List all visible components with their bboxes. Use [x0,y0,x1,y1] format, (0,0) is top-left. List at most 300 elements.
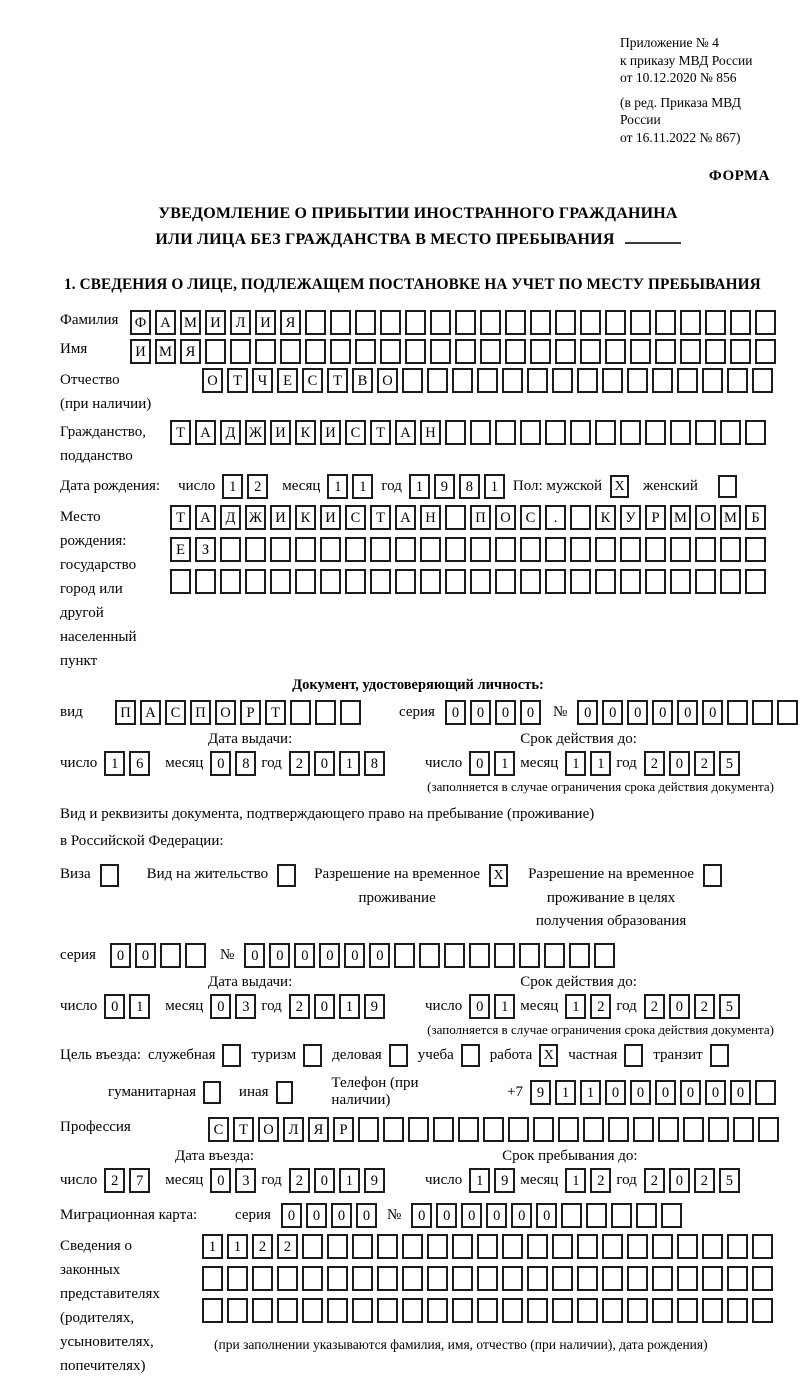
char-cell[interactable]: И [270,505,291,530]
char-cell[interactable]: 0 [461,1203,482,1228]
char-cell[interactable]: 1 [484,474,505,499]
sex-male-checkbox[interactable]: X [610,475,629,498]
char-cell[interactable]: 0 [411,1203,432,1228]
char-cell[interactable] [730,310,751,335]
char-cell[interactable] [405,339,426,364]
char-cell[interactable]: 1 [222,474,243,499]
char-cell[interactable] [394,943,415,968]
char-cell[interactable] [652,1234,673,1259]
char-cell[interactable]: 9 [494,1168,515,1193]
char-cell[interactable] [444,943,465,968]
char-cell[interactable] [185,943,206,968]
char-cell[interactable] [745,537,766,562]
char-cell[interactable] [594,943,615,968]
char-cell[interactable] [702,368,723,393]
char-cell[interactable] [680,310,701,335]
char-cell[interactable]: 1 [129,994,150,1019]
char-cell[interactable] [327,1266,348,1291]
char-cell[interactable] [670,537,691,562]
char-cell[interactable] [527,1298,548,1323]
char-cell[interactable]: 0 [331,1203,352,1228]
char-cell[interactable] [527,1266,548,1291]
char-cell[interactable]: У [620,505,641,530]
char-cell[interactable] [355,310,376,335]
char-cell[interactable] [527,1234,548,1259]
char-cell[interactable]: Р [240,700,261,725]
char-cell[interactable]: 0 [470,700,491,725]
char-cell[interactable]: 1 [565,1168,586,1193]
char-cell[interactable]: 0 [669,1168,690,1193]
char-cell[interactable]: 0 [314,994,335,1019]
char-cell[interactable] [495,537,516,562]
char-cell[interactable]: 6 [129,751,150,776]
char-cell[interactable]: 2 [644,1168,665,1193]
char-cell[interactable]: Б [745,505,766,530]
char-cell[interactable] [570,420,591,445]
char-cell[interactable] [595,537,616,562]
char-cell[interactable] [480,339,501,364]
char-cell[interactable]: 9 [364,994,385,1019]
char-cell[interactable] [452,1266,473,1291]
char-cell[interactable]: 0 [602,700,623,725]
sex-female-checkbox[interactable] [718,475,737,498]
char-cell[interactable]: С [345,505,366,530]
char-cell[interactable]: 0 [655,1080,676,1105]
char-cell[interactable] [755,339,776,364]
char-cell[interactable] [477,368,498,393]
char-cell[interactable] [552,1266,573,1291]
char-cell[interactable] [552,368,573,393]
residence-permit-checkbox[interactable] [277,864,296,887]
char-cell[interactable] [502,1298,523,1323]
char-cell[interactable]: Р [645,505,666,530]
char-cell[interactable]: 0 [281,1203,302,1228]
char-cell[interactable] [605,339,626,364]
char-cell[interactable]: 0 [469,751,490,776]
char-cell[interactable] [320,569,341,594]
char-cell[interactable]: 0 [630,1080,651,1105]
char-cell[interactable] [352,1266,373,1291]
char-cell[interactable] [677,1266,698,1291]
char-cell[interactable]: С [208,1117,229,1142]
char-cell[interactable] [552,1234,573,1259]
char-cell[interactable]: 2 [252,1234,273,1259]
char-cell[interactable] [555,310,576,335]
char-cell[interactable]: Е [277,368,298,393]
char-cell[interactable] [561,1203,582,1228]
char-cell[interactable] [611,1203,632,1228]
char-cell[interactable]: Т [265,700,286,725]
char-cell[interactable] [445,537,466,562]
char-cell[interactable] [733,1117,754,1142]
char-cell[interactable] [202,1298,223,1323]
char-cell[interactable] [327,1234,348,1259]
char-cell[interactable]: 1 [565,994,586,1019]
char-cell[interactable] [452,1234,473,1259]
char-cell[interactable]: 0 [486,1203,507,1228]
char-cell[interactable] [477,1298,498,1323]
char-cell[interactable]: И [130,339,151,364]
char-cell[interactable]: И [270,420,291,445]
purpose-tranzit-checkbox[interactable] [710,1044,729,1067]
char-cell[interactable] [358,1117,379,1142]
char-cell[interactable]: 0 [294,943,315,968]
char-cell[interactable] [227,1266,248,1291]
char-cell[interactable] [602,1234,623,1259]
char-cell[interactable] [545,420,566,445]
char-cell[interactable] [345,569,366,594]
char-cell[interactable]: 8 [235,751,256,776]
char-cell[interactable] [352,1234,373,1259]
char-cell[interactable]: Н [420,420,441,445]
char-cell[interactable] [419,943,440,968]
char-cell[interactable]: О [495,505,516,530]
char-cell[interactable] [495,569,516,594]
char-cell[interactable] [630,310,651,335]
char-cell[interactable] [758,1117,779,1142]
char-cell[interactable] [508,1117,529,1142]
char-cell[interactable] [602,368,623,393]
char-cell[interactable] [630,339,651,364]
char-cell[interactable] [620,569,641,594]
char-cell[interactable] [245,569,266,594]
char-cell[interactable] [702,1298,723,1323]
char-cell[interactable] [627,1234,648,1259]
char-cell[interactable]: 9 [434,474,455,499]
char-cell[interactable] [545,569,566,594]
char-cell[interactable] [395,569,416,594]
char-cell[interactable] [530,339,551,364]
char-cell[interactable]: 2 [277,1234,298,1259]
char-cell[interactable] [570,537,591,562]
char-cell[interactable] [533,1117,554,1142]
char-cell[interactable] [458,1117,479,1142]
char-cell[interactable]: И [255,310,276,335]
char-cell[interactable] [558,1117,579,1142]
char-cell[interactable]: И [320,420,341,445]
char-cell[interactable] [377,1266,398,1291]
char-cell[interactable]: 0 [511,1203,532,1228]
char-cell[interactable] [627,1298,648,1323]
char-cell[interactable] [402,368,423,393]
char-cell[interactable] [555,339,576,364]
char-cell[interactable]: 5 [719,751,740,776]
char-cell[interactable] [727,1298,748,1323]
char-cell[interactable]: 1 [555,1080,576,1105]
char-cell[interactable]: 2 [694,1168,715,1193]
char-cell[interactable]: К [595,505,616,530]
char-cell[interactable]: З [195,537,216,562]
char-cell[interactable]: Е [170,537,191,562]
char-cell[interactable] [577,1266,598,1291]
char-cell[interactable] [752,700,773,725]
char-cell[interactable]: 2 [289,751,310,776]
char-cell[interactable]: Я [280,310,301,335]
purpose-delovaya-checkbox[interactable] [389,1044,408,1067]
char-cell[interactable]: 0 [356,1203,377,1228]
char-cell[interactable] [683,1117,704,1142]
char-cell[interactable] [702,1266,723,1291]
char-cell[interactable]: 0 [344,943,365,968]
char-cell[interactable] [655,310,676,335]
char-cell[interactable] [305,310,326,335]
char-cell[interactable] [402,1298,423,1323]
char-cell[interactable] [727,1266,748,1291]
char-cell[interactable] [220,537,241,562]
char-cell[interactable]: 0 [495,700,516,725]
char-cell[interactable]: 0 [677,700,698,725]
char-cell[interactable] [295,569,316,594]
char-cell[interactable] [658,1117,679,1142]
char-cell[interactable] [595,569,616,594]
char-cell[interactable] [255,339,276,364]
char-cell[interactable]: 2 [644,751,665,776]
char-cell[interactable] [505,310,526,335]
char-cell[interactable]: Т [170,505,191,530]
char-cell[interactable] [652,1266,673,1291]
char-cell[interactable] [277,1266,298,1291]
char-cell[interactable] [695,537,716,562]
char-cell[interactable]: Ж [245,420,266,445]
char-cell[interactable] [730,339,751,364]
char-cell[interactable] [720,537,741,562]
char-cell[interactable]: 0 [669,994,690,1019]
char-cell[interactable]: Т [370,420,391,445]
char-cell[interactable] [627,1266,648,1291]
char-cell[interactable]: 1 [104,751,125,776]
char-cell[interactable]: 0 [369,943,390,968]
char-cell[interactable] [720,420,741,445]
char-cell[interactable]: 0 [445,700,466,725]
char-cell[interactable] [494,943,515,968]
char-cell[interactable] [302,1298,323,1323]
char-cell[interactable] [645,569,666,594]
char-cell[interactable] [727,700,748,725]
char-cell[interactable] [530,310,551,335]
char-cell[interactable] [330,339,351,364]
char-cell[interactable]: 2 [590,1168,611,1193]
char-cell[interactable]: 1 [590,751,611,776]
char-cell[interactable] [680,339,701,364]
char-cell[interactable]: А [155,310,176,335]
char-cell[interactable] [502,368,523,393]
char-cell[interactable] [480,310,501,335]
char-cell[interactable]: 0 [135,943,156,968]
char-cell[interactable]: 0 [605,1080,626,1105]
char-cell[interactable] [652,368,673,393]
char-cell[interactable]: 0 [702,700,723,725]
char-cell[interactable] [755,1080,776,1105]
char-cell[interactable] [570,569,591,594]
char-cell[interactable]: Я [308,1117,329,1142]
char-cell[interactable] [727,368,748,393]
char-cell[interactable]: О [695,505,716,530]
char-cell[interactable]: П [470,505,491,530]
char-cell[interactable]: 1 [565,751,586,776]
purpose-sluzhebnaya-checkbox[interactable] [222,1044,241,1067]
char-cell[interactable] [586,1203,607,1228]
char-cell[interactable] [202,1266,223,1291]
char-cell[interactable] [695,569,716,594]
char-cell[interactable]: Я [180,339,201,364]
char-cell[interactable]: П [115,700,136,725]
purpose-inaya-checkbox[interactable] [276,1081,294,1104]
char-cell[interactable] [470,537,491,562]
char-cell[interactable]: И [205,310,226,335]
char-cell[interactable]: К [295,420,316,445]
char-cell[interactable] [377,1298,398,1323]
char-cell[interactable]: 3 [235,1168,256,1193]
char-cell[interactable]: М [720,505,741,530]
char-cell[interactable] [519,943,540,968]
char-cell[interactable]: 1 [494,751,515,776]
char-cell[interactable]: С [302,368,323,393]
char-cell[interactable] [545,537,566,562]
char-cell[interactable] [502,1234,523,1259]
char-cell[interactable]: Л [230,310,251,335]
char-cell[interactable] [636,1203,657,1228]
char-cell[interactable] [295,537,316,562]
char-cell[interactable]: 2 [104,1168,125,1193]
char-cell[interactable] [520,569,541,594]
char-cell[interactable] [652,1298,673,1323]
char-cell[interactable] [408,1117,429,1142]
char-cell[interactable] [477,1234,498,1259]
char-cell[interactable] [502,1266,523,1291]
char-cell[interactable]: С [165,700,186,725]
char-cell[interactable] [477,1266,498,1291]
char-cell[interactable]: 0 [210,994,231,1019]
char-cell[interactable] [745,569,766,594]
char-cell[interactable]: 0 [269,943,290,968]
char-cell[interactable] [252,1266,273,1291]
char-cell[interactable]: 2 [247,474,268,499]
char-cell[interactable]: 5 [719,1168,740,1193]
char-cell[interactable]: А [140,700,161,725]
char-cell[interactable] [752,1298,773,1323]
visa-checkbox[interactable] [100,864,119,887]
char-cell[interactable]: Д [220,420,241,445]
char-cell[interactable] [452,1298,473,1323]
char-cell[interactable]: Д [220,505,241,530]
char-cell[interactable] [527,368,548,393]
char-cell[interactable]: 0 [577,700,598,725]
char-cell[interactable]: 1 [339,994,360,1019]
char-cell[interactable] [608,1117,629,1142]
char-cell[interactable] [345,537,366,562]
char-cell[interactable] [402,1266,423,1291]
char-cell[interactable]: Р [333,1117,354,1142]
char-cell[interactable] [445,420,466,445]
char-cell[interactable]: Н [420,505,441,530]
char-cell[interactable]: О [202,368,223,393]
char-cell[interactable] [302,1266,323,1291]
char-cell[interactable] [302,1234,323,1259]
char-cell[interactable] [752,1234,773,1259]
char-cell[interactable] [452,368,473,393]
char-cell[interactable] [430,310,451,335]
char-cell[interactable]: Т [227,368,248,393]
char-cell[interactable] [245,537,266,562]
char-cell[interactable] [752,368,773,393]
char-cell[interactable] [577,1234,598,1259]
char-cell[interactable]: 9 [530,1080,551,1105]
char-cell[interactable] [420,569,441,594]
char-cell[interactable]: А [395,505,416,530]
char-cell[interactable]: 0 [627,700,648,725]
char-cell[interactable] [580,339,601,364]
char-cell[interactable] [427,1266,448,1291]
char-cell[interactable] [470,569,491,594]
char-cell[interactable] [383,1117,404,1142]
char-cell[interactable] [705,339,726,364]
char-cell[interactable] [752,1266,773,1291]
char-cell[interactable] [570,505,591,530]
char-cell[interactable]: 0 [314,1168,335,1193]
char-cell[interactable] [495,420,516,445]
char-cell[interactable]: 0 [730,1080,751,1105]
char-cell[interactable]: 0 [652,700,673,725]
char-cell[interactable] [670,420,691,445]
char-cell[interactable]: К [295,505,316,530]
purpose-chastnaya-checkbox[interactable] [624,1044,643,1067]
char-cell[interactable] [430,339,451,364]
char-cell[interactable] [583,1117,604,1142]
char-cell[interactable] [230,339,251,364]
char-cell[interactable]: 2 [289,1168,310,1193]
char-cell[interactable]: 1 [580,1080,601,1105]
char-cell[interactable]: П [190,700,211,725]
char-cell[interactable]: 1 [469,1168,490,1193]
char-cell[interactable] [544,943,565,968]
char-cell[interactable] [395,537,416,562]
char-cell[interactable] [445,505,466,530]
char-cell[interactable]: О [215,700,236,725]
char-cell[interactable] [777,700,798,725]
char-cell[interactable]: 2 [644,994,665,1019]
char-cell[interactable] [702,1234,723,1259]
temp-residence-education-checkbox[interactable] [703,864,722,887]
char-cell[interactable]: Ж [245,505,266,530]
char-cell[interactable] [620,420,641,445]
char-cell[interactable] [270,537,291,562]
char-cell[interactable]: А [195,420,216,445]
char-cell[interactable]: Т [370,505,391,530]
char-cell[interactable]: 0 [104,994,125,1019]
char-cell[interactable]: 0 [705,1080,726,1105]
char-cell[interactable] [427,368,448,393]
char-cell[interactable] [270,569,291,594]
temp-residence-checkbox[interactable]: X [489,864,508,887]
char-cell[interactable]: 0 [306,1203,327,1228]
purpose-rabota-checkbox[interactable]: X [539,1044,558,1067]
char-cell[interactable] [552,1298,573,1323]
char-cell[interactable] [445,569,466,594]
char-cell[interactable]: 0 [469,994,490,1019]
char-cell[interactable]: 2 [694,751,715,776]
char-cell[interactable]: И [320,505,341,530]
char-cell[interactable] [327,1298,348,1323]
char-cell[interactable] [595,420,616,445]
char-cell[interactable]: 0 [680,1080,701,1105]
char-cell[interactable]: 0 [436,1203,457,1228]
char-cell[interactable]: 2 [590,994,611,1019]
char-cell[interactable] [455,310,476,335]
purpose-ucheba-checkbox[interactable] [461,1044,480,1067]
char-cell[interactable] [355,339,376,364]
char-cell[interactable]: В [352,368,373,393]
char-cell[interactable]: Т [170,420,191,445]
